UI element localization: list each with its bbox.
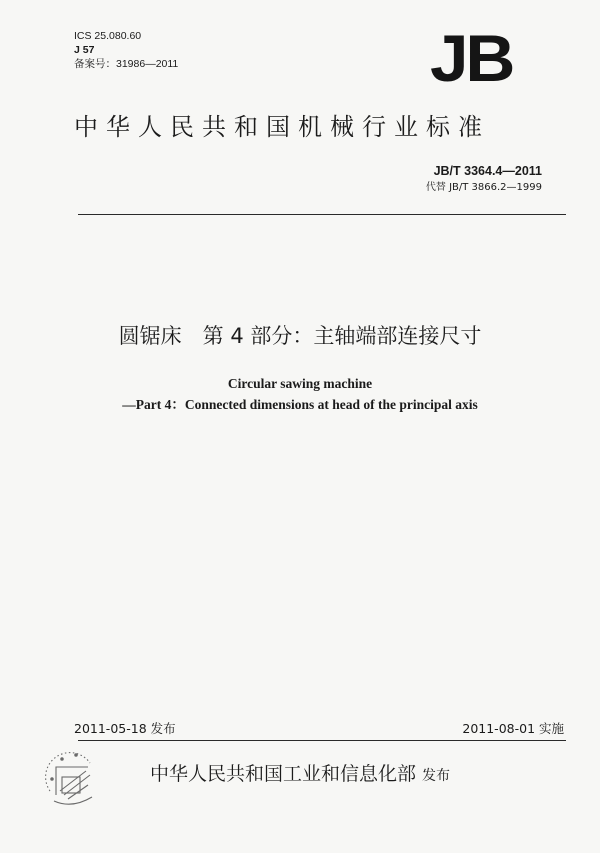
bottom-divider: [78, 740, 566, 741]
replaces-standard: 代替 JB/T 3866.2—1999: [425, 182, 542, 193]
ics-code: ICS 25.080.60: [74, 30, 142, 42]
implementation-date: 2011-08-01 实施: [462, 721, 564, 736]
ministry-seal-icon: [42, 745, 102, 817]
industry-standard-heading: 中华人民共和国机械行业标准: [74, 113, 490, 141]
publisher: [150, 762, 450, 788]
issue-date: 2011-05-18 发布: [74, 721, 176, 736]
classification-code: J 57: [74, 44, 95, 56]
top-divider: [78, 214, 566, 215]
publisher-name: 中华人民共和国工业和信息化部: [150, 763, 417, 785]
jb-logo: [430, 21, 540, 95]
record-number: 备案号：31986—2011: [74, 58, 179, 70]
title-english-line1: Circular sawing machine: [227, 376, 373, 391]
publisher-suffix: 发布: [422, 768, 451, 784]
standard-number: JB/T 3364.4—2011: [433, 164, 542, 178]
title-chinese: 圆锯床 第 4 部分：主轴端部连接尺寸: [118, 324, 482, 348]
jb-logo-text: JB: [430, 21, 513, 95]
title-english-line2: —Part 4：Connected dimensions at head of the principal axis: [122, 397, 478, 412]
